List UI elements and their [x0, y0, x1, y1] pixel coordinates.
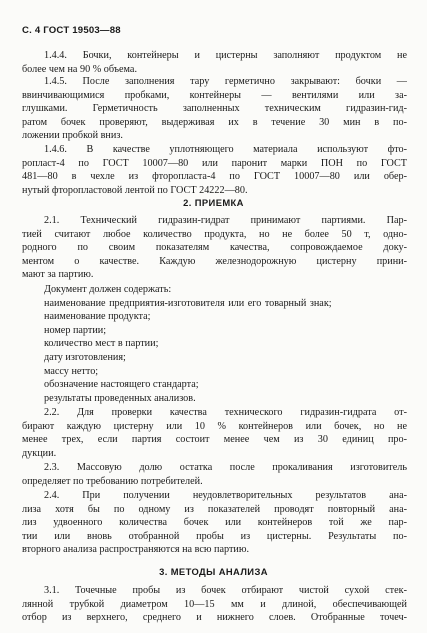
paragraph-3-1 [22, 584, 407, 625]
page-header: С. 4 ГОСТ 19503—88 [22, 25, 121, 36]
section-title-methods: 3. МЕТОДЫ АНАЛИЗА [159, 566, 268, 577]
text-line: тией считают любое количество продукта, но не более 50 т, одно- [22, 228, 407, 240]
list-item: номер партии; [44, 324, 107, 336]
text-line: вторного анализа распространяются на всю партию. [22, 544, 250, 556]
paragraph-2-3 [22, 461, 407, 488]
text-line: ратом бочек проверяют, выдерживая их в течение 30 мин в по- [22, 116, 407, 128]
list-item: результаты проведенных анализов. [44, 392, 196, 404]
text-line: родного по своим показателям качества, сопровождаемое доку- [22, 242, 407, 254]
text-line: 1.4.6. В качестве уплотняющего материала используют фто- [44, 144, 407, 155]
paragraph-1-4-5 [22, 75, 407, 143]
text-line: дукции. [22, 447, 57, 459]
text-line: нутый фторопластовой лентой по ГОСТ 24222—80. [22, 184, 248, 196]
text-line: 1.4.5. После заполнения тару герметично закрывают: бочки — [44, 76, 407, 87]
text-line: 2.3. Массовую долю остатка после прокаливания изготовитель [44, 462, 407, 473]
text-line: ропласт-4 по ГОСТ 10007—80 или паронит марки ПОН по ГОСТ [22, 157, 407, 169]
text-line: 481—80 в чехле из фторопласта-4 по ГОСТ 10007—80 или обер- [22, 171, 407, 183]
list-intro: Документ должен содержать: [44, 284, 172, 295]
text-line: более чем на 90 % объема. [22, 63, 138, 75]
text-line: ложении пробкой вниз. [22, 130, 123, 142]
list-item: дату изготовления; [44, 351, 126, 363]
text-line: мают за партию. [22, 269, 94, 281]
text-line: глушками. Герметичность заполненных техническим гидразин-гид- [22, 103, 407, 115]
text-line: 3.1. Точечные пробы из бочек отбирают чистой сухой стек- [44, 585, 407, 596]
paragraph-1-4-4 [22, 49, 407, 76]
paragraph-2-4 [22, 489, 407, 557]
paragraph-2-1 [22, 214, 407, 282]
text-line: лянной трубкой диаметром 10—15 мм и длиной, обеспечивающей [22, 598, 407, 610]
text-line: лиза хотя бы по одному из показателей проводят повторный ана- [22, 503, 407, 515]
text-line: тии или вновь отобранной пробы из цистерны. Результаты по- [22, 530, 407, 542]
document-contents [22, 283, 407, 405]
list-item: наименование продукта; [44, 311, 151, 323]
text-line: 2.1. Технический гидразин-гидрат принимают партиями. Пар- [44, 215, 407, 226]
list-item: массу нетто; [44, 365, 99, 377]
list-item: количество мест в партии; [44, 338, 159, 350]
text-line: 2.2. Для проверки качества технического гидразин-гидрата от- [44, 407, 407, 418]
text-line: определяет по требованию потребителей. [22, 475, 203, 487]
text-line: 2.4. При получении неудовлетворительных результатов ана- [44, 490, 407, 501]
text-line: лиз удвоенного количества бочек или контейнеров той же пар- [22, 517, 407, 529]
paragraph-1-4-6 [22, 143, 407, 197]
text-line: менее трех, если партия состоит менее чем из 30 единиц про- [22, 434, 407, 446]
text-line: ментом о качестве. Каждую железнодорожную цистерну прини- [22, 255, 407, 267]
text-line: бирают каждую цистерну или 10 % контейнеров или бочек, но не [22, 420, 407, 432]
text-line: ввинчивающимися пробками, контейнеры — вентилями или за- [22, 89, 407, 101]
paragraph-2-2 [22, 406, 407, 460]
text-line: отбор из верхнего, среднего и нижнего слоев. Отобранные точеч- [22, 612, 407, 624]
section-title-acceptance: 2. ПРИЕМКА [183, 197, 244, 208]
list-item: наименование предприятия-изготовителя или его товарный знак; [44, 297, 332, 309]
text-line: 1.4.4. Бочки, контейнеры и цистерны заполняют продуктом не [44, 50, 407, 61]
list-item: обозначение настоящего стандарта; [44, 379, 199, 391]
